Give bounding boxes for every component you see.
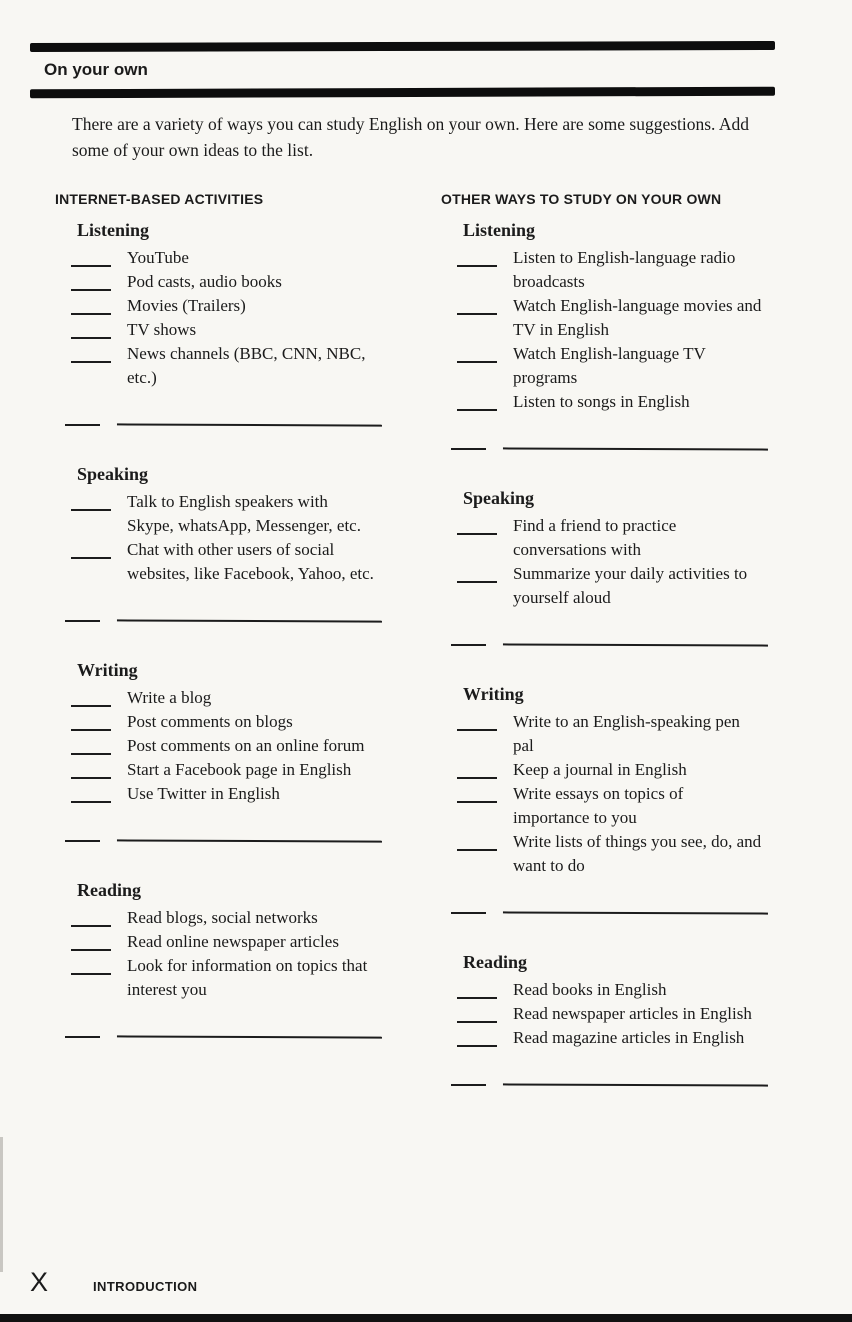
item-text: Read books in English — [513, 980, 667, 999]
check-blank-line — [457, 830, 497, 851]
item-text: Summarize your daily activities to yourself aloud — [513, 564, 748, 607]
checklist-item — [457, 830, 807, 878]
column-heading: OTHER WAYS TO STUDY ON YOUR OWN — [441, 191, 722, 207]
check-blank-line — [65, 1021, 100, 1038]
checklist-item — [71, 686, 421, 710]
check-blank-line — [71, 270, 111, 291]
item-text: Post comments on an online forum — [127, 736, 365, 755]
write-in-row — [451, 1069, 807, 1086]
check-blank-line — [71, 782, 111, 803]
checklist-columns — [55, 191, 807, 1124]
checklist-item — [457, 978, 807, 1002]
item-text: Listen to English-language radio broadcasts — [513, 248, 736, 291]
write-in-line — [117, 408, 382, 426]
intro-paragraph: There are a variety of ways you can study English on your own. Here are some suggestions. Add some of your own ideas to the list. — [72, 114, 749, 160]
checklist-item — [457, 1026, 807, 1050]
item-text: Find a friend to practice conversations with — [513, 516, 677, 559]
section-title: Speaking — [77, 464, 149, 484]
checklist-item — [457, 246, 807, 294]
item-text: Keep a journal in English — [513, 760, 687, 779]
checklist-item — [71, 734, 421, 758]
item-text: Read blogs, social networks — [127, 908, 318, 927]
check-blank-line — [65, 825, 100, 842]
checklist-item — [71, 318, 421, 342]
check-blank-line — [457, 342, 497, 363]
checklist-item — [71, 342, 421, 390]
check-blank-line — [457, 758, 497, 779]
check-blank-line — [451, 1069, 486, 1086]
check-blank-line — [457, 710, 497, 731]
check-blank-line — [71, 342, 111, 363]
section-reading — [55, 880, 421, 1038]
write-in-row — [65, 605, 421, 622]
checklist-item — [457, 1002, 807, 1026]
checklist-item — [71, 758, 421, 782]
item-text: Read online newspaper articles — [127, 932, 339, 951]
checklist-item — [457, 782, 807, 830]
check-blank-line — [71, 294, 111, 315]
checklist-item — [71, 930, 421, 954]
checklist-item — [71, 270, 421, 294]
write-in-line — [503, 896, 768, 914]
check-blank-line — [451, 897, 486, 914]
write-in-row — [451, 897, 807, 914]
checklist-item — [71, 294, 421, 318]
checklist-item — [71, 954, 421, 1002]
checklist-item — [457, 294, 807, 342]
chapter-label: INTRODUCTION — [93, 1279, 198, 1294]
section-title: Listening — [463, 220, 536, 240]
check-blank-line — [71, 954, 111, 975]
check-blank-line — [457, 294, 497, 315]
item-text: Watch English-language TV programs — [513, 344, 706, 387]
header-rule-bottom — [30, 87, 775, 99]
scan-bottom-bar — [0, 1314, 852, 1322]
section-title: Reading — [77, 880, 142, 900]
checklist-item — [71, 538, 421, 586]
write-in-row — [65, 409, 421, 426]
check-blank-line — [71, 710, 111, 731]
write-in-row — [451, 433, 807, 450]
check-blank-line — [457, 978, 497, 999]
page-footer — [30, 1267, 197, 1298]
section-writing — [55, 660, 421, 842]
column-heading: INTERNET-BASED ACTIVITIES — [55, 191, 264, 207]
section-listening — [55, 220, 421, 426]
check-blank-line — [457, 782, 497, 803]
section-writing — [441, 684, 807, 914]
page-number: X — [30, 1267, 49, 1297]
checklist-item — [457, 562, 807, 610]
header-rule-top — [30, 41, 775, 52]
write-in-line — [117, 824, 382, 842]
check-blank-line — [457, 562, 497, 583]
check-blank-line — [65, 409, 100, 426]
checklist-item — [457, 758, 807, 782]
write-in-line — [503, 628, 768, 646]
item-text: Chat with other users of social websites, like Facebook, Yahoo, etc. — [127, 540, 374, 583]
write-in-line — [503, 1068, 768, 1086]
check-blank-line — [71, 318, 111, 339]
section-listening — [441, 220, 807, 450]
check-blank-line — [457, 1026, 497, 1047]
column-other-ways — [441, 191, 807, 1124]
write-in-row — [451, 629, 807, 646]
check-blank-line — [451, 433, 486, 450]
item-text: Write to an English-speaking pen pal — [513, 712, 740, 755]
check-blank-line — [71, 734, 111, 755]
item-text: Pod casts, audio books — [127, 272, 282, 291]
section-speaking — [441, 488, 807, 646]
section-title: Listening — [77, 220, 150, 240]
item-text: Post comments on blogs — [127, 712, 293, 731]
check-blank-line — [457, 246, 497, 267]
item-text: YouTube — [127, 248, 189, 267]
check-blank-line — [71, 538, 111, 559]
item-text: Read newspaper articles in English — [513, 1004, 752, 1023]
checklist-item — [71, 246, 421, 270]
check-blank-line — [65, 605, 100, 622]
write-in-line — [117, 1020, 382, 1038]
section-reading — [441, 952, 807, 1086]
section-title: Writing — [463, 684, 524, 704]
check-blank-line — [71, 906, 111, 927]
checklist-item — [71, 490, 421, 538]
section-title: Writing — [77, 660, 138, 680]
item-text: Watch English-language movies and TV in English — [513, 296, 762, 339]
write-in-row — [65, 1021, 421, 1038]
check-blank-line — [71, 490, 111, 511]
item-text: Read magazine articles in English — [513, 1028, 745, 1047]
checklist-item — [457, 390, 807, 414]
scan-edge-shadow — [0, 1137, 3, 1272]
column-internet-activities — [55, 191, 421, 1124]
write-in-line — [503, 432, 768, 450]
checklist-item — [457, 710, 807, 758]
item-text: Use Twitter in English — [127, 784, 280, 803]
checklist-item — [71, 710, 421, 734]
check-blank-line — [71, 686, 111, 707]
item-text: Listen to songs in English — [513, 392, 690, 411]
item-text: Write essays on topics of importance to you — [513, 784, 684, 827]
section-speaking — [55, 464, 421, 622]
item-text: News channels (BBC, CNN, NBC, etc.) — [127, 344, 366, 387]
item-text: Movies (Trailers) — [127, 296, 246, 315]
check-blank-line — [457, 1002, 497, 1023]
item-text: Write lists of things you see, do, and want to do — [513, 832, 762, 875]
write-in-line — [117, 604, 382, 622]
check-blank-line — [457, 514, 497, 535]
section-title: Speaking — [463, 488, 535, 508]
check-blank-line — [71, 246, 111, 267]
checklist-item — [457, 342, 807, 390]
checklist-item — [71, 906, 421, 930]
item-text: TV shows — [127, 320, 197, 339]
checklist-item — [457, 514, 807, 562]
check-blank-line — [451, 629, 486, 646]
item-text: Talk to English speakers with Skype, whatsApp, Messenger, etc. — [127, 492, 361, 535]
check-blank-line — [71, 758, 111, 779]
checklist-item — [71, 782, 421, 806]
check-blank-line — [457, 390, 497, 411]
page-title: On your own — [44, 60, 148, 79]
check-blank-line — [71, 930, 111, 951]
item-text: Write a blog — [127, 688, 212, 707]
item-text: Start a Facebook page in English — [127, 760, 352, 779]
section-title: Reading — [463, 952, 528, 972]
write-in-row — [65, 825, 421, 842]
item-text: Look for information on topics that interest you — [127, 956, 368, 999]
